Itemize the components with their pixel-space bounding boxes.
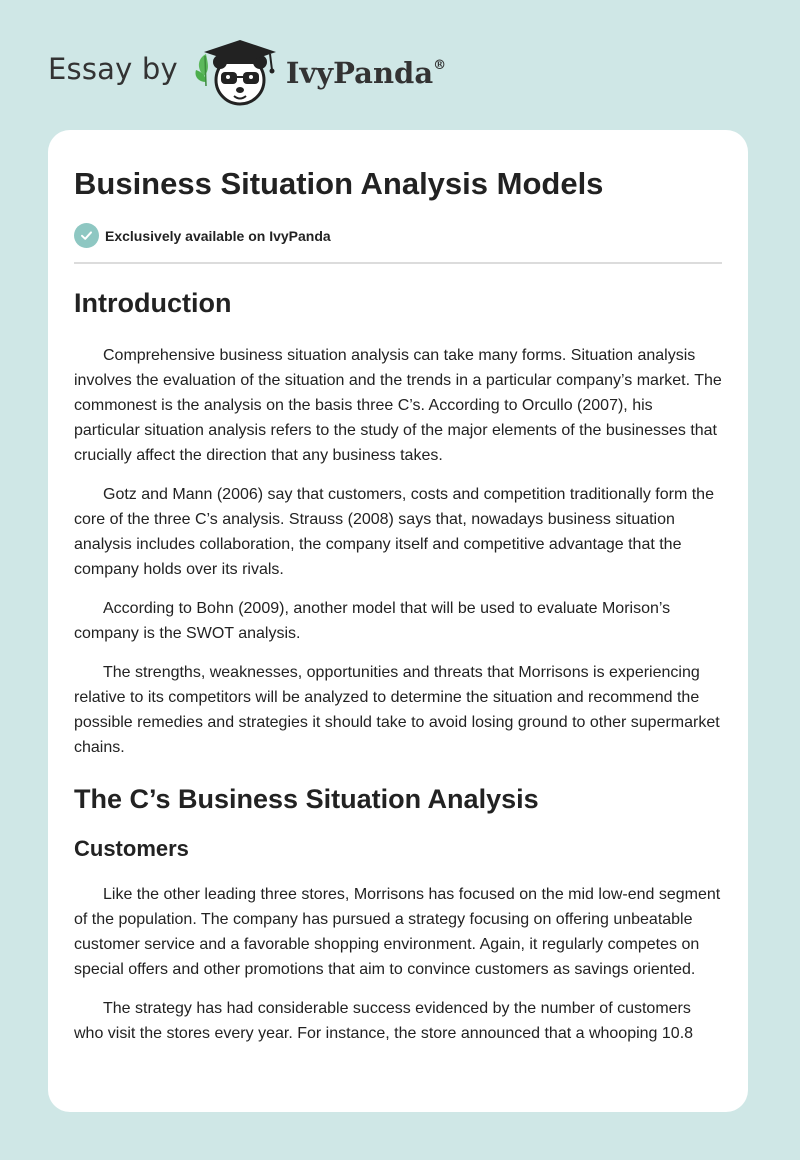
exclusive-label: Exclusively available on IvyPanda bbox=[105, 227, 331, 244]
registered-mark: ® bbox=[433, 58, 447, 73]
panda-logo-icon bbox=[190, 36, 282, 108]
paragraph: The strengths, weaknesses, opportunities and threats that Morrisons is experiencing relative to its competitors will be analyzed to determine the situation and recommend the possible remedies and strategies it should take to avoid losing ground to other supermarket chains. bbox=[74, 664, 720, 756]
subsection-heading-customers: Customers bbox=[74, 836, 189, 861]
paragraph: According to Bohn (2009), another model that will be used to evaluate Morison’s company is the SWOT analysis. bbox=[74, 600, 671, 642]
paragraph: Like the other leading three stores, Morrisons has focused on the mid low-end segment of the population. The company has pursued a strategy focusing on offering unbeatable customer service and a favorable shopping environment. Again, it regularly competes on special offers and other promotions that aim to convince customers as savings oriented. bbox=[74, 886, 721, 978]
paragraph: Gotz and Mann (2006) say that customers, costs and competition traditionally form the core of the three C’s analysis. Strauss (2008) says that, nowadays business situation analysis includes collaboration, the company itself and competitive advantage that the company holds over its rivals. bbox=[74, 486, 714, 578]
checkmark-icon bbox=[74, 223, 99, 248]
brand-prefix: Essay by bbox=[48, 52, 178, 86]
exclusive-badge bbox=[74, 223, 722, 248]
title-divider bbox=[74, 262, 722, 264]
page-title: Business Situation Analysis Models bbox=[74, 166, 604, 201]
paragraph: Comprehensive business situation analysis can take many forms. Situation analysis involves the evaluation of the situation and the trends in a particular company’s market. The commonest is the analysis on the basis three C’s. According to Orcullo (2007), his particular situation analysis refers to the study of the major elements of the businesses that crucially affect the direction that any business takes. bbox=[74, 347, 722, 464]
paragraph: The strategy has had considerable success evidenced by the number of customers who visit the stores every year. For instance, the store announced that a whooping 10.8 bbox=[74, 1000, 694, 1042]
essay-card bbox=[48, 130, 748, 1112]
brand-name-text: IvyPanda bbox=[285, 56, 434, 90]
brand-name bbox=[286, 56, 446, 90]
section-heading-introduction: Introduction bbox=[74, 288, 232, 318]
brand-header[interactable] bbox=[48, 36, 446, 108]
section-heading-cs-analysis: The C’s Business Situation Analysis bbox=[74, 784, 539, 814]
